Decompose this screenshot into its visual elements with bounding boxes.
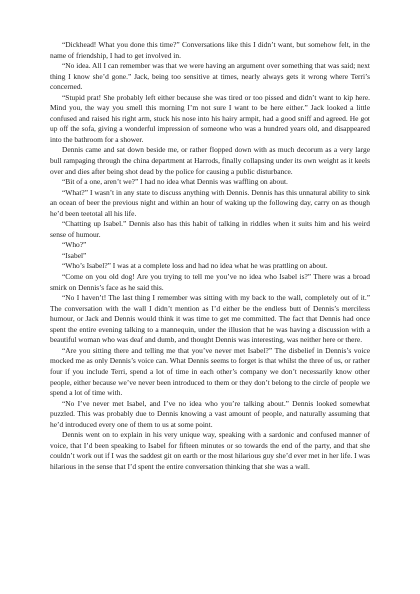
paragraph: “Are you sitting there and telling me that you’ve never met Isabel?” The disbelief in Dennis’s voice mocked me as only Dennis’s voice can. What Dennis seems to forget is that whilst the three of us, or rather four if you include Terri, spend a lot of time in each other’s company we don’t necessarily know other people, either because we’ve never been introduced to them or they don’t belong to the circle of people we spend a lot of time with. [50, 345, 370, 398]
paragraph: “No I haven’t! The last thing I remember was sitting with my back to the wall, completely out of it.” The conversation with the wall I didn’t mention as I’d either be the endless butt of Dennis’s merciless humour, or Jack and Dennis would think it was time to get me committed. The fact that Dennis had once spent the entire evening talking to a mannequin, under the illusion that he was having a discussion with a beautiful woman who was deaf and dumb, and thought Dennis was interesting, was neither here or there. [50, 293, 370, 345]
paragraph: Dennis went on to explain in his very unique way, speaking with a sardonic and confused manner of voice, that I’d been speaking to Isabel for fifteen minutes or so towards the end of the party, and that she couldn’t work out if I was the saddest git on earth or the most hilarious guy she’d ever met in her life. I was hilarious in the sense that I’d spent the entire conversation thinking that she was a wall. [50, 430, 371, 471]
paragraph: “Stupid prat! She probably left either because she was tired or too pissed and didn’t want to kip here. Mind you, the way you smell this morning I’m not sure I want to be here either.” Jack looked a little confused and raised his right arm, stuck his nose into his hairy armpit, had a good sniff and agreed. He got up off the sofa, giving a wonderful impression of someone who was a hundred years old, and disappeared into the bathroom for a shower. [50, 92, 370, 144]
paragraph: “No I’ve never met Isabel, and I’ve no idea who you’re talking about.” Dennis looked somewhat puzzled. This was probably due to Dennis knowing a vast amount of people, and naturally assuming that he’d introduced every one of them to us at some point. [50, 398, 370, 429]
paragraph: Dennis came and sat down beside me, or rather flopped down with as much decorum as a very large bull rampaging through the china department at Harrods, finally collapsing under its own weight as it keels over and dies after being shot dead by the police for causing a public disturbance. [50, 145, 370, 176]
paragraph: “Dickhead! What you done this time?” Conversations like this I didn’t want, but somehow felt, in the name of friendship, I had to get involved in. [50, 40, 370, 60]
paragraph: “Come on you old dog! Are you trying to tell me you’ve no idea who Isabel is?” There was a broad smirk on Dennis’s face as he said this. [50, 272, 370, 292]
document-page [50, 40, 370, 472]
paragraph: “Who’s Isabel?” I was at a complete loss and had no idea what he was prattling on about. [62, 261, 328, 271]
paragraph: “What?” I wasn’t in any state to discuss anything with Dennis. Dennis has this unnatural ability to sink an ocean of beer the previous night and within an hour of waking up the following day, carry on as though he’d been teetotal all his life. [50, 187, 370, 218]
paragraph: “Who?” [62, 240, 87, 250]
paragraph: “Isabel” [62, 250, 87, 260]
paragraph: “Bit of a one, aren’t we?” I had no idea what Dennis was waffling on about. [62, 177, 288, 187]
paragraph: “Chatting up Isabel.” Dennis also has this habit of talking in riddles when it suits him and his weird sense of humour. [50, 219, 370, 239]
paragraph: “No idea. All I can remember was that we were having an argument over something that was said; next thing I know she’d gone.” Jack, being too sensitive at times, nearly always gets it wrong where Terri’s concerned. [50, 61, 370, 92]
